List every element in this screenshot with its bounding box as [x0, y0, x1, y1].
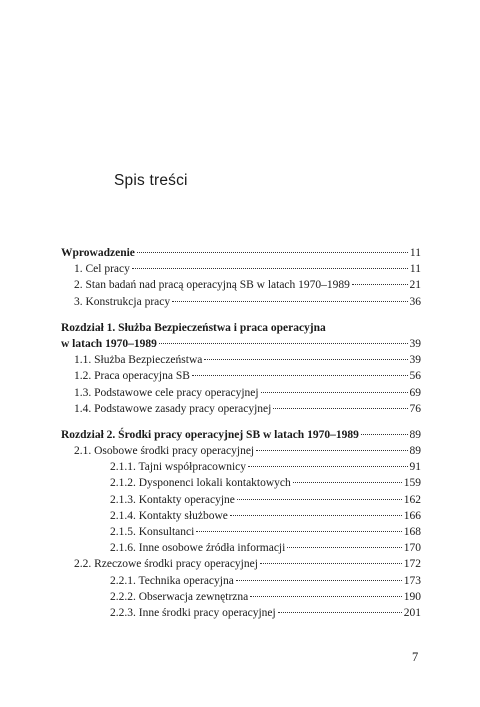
- toc-entry-label: 1.2. Praca operacyjna SB: [74, 370, 190, 383]
- toc-entry-label: Rozdział 2. Środki pracy operacyjnej SB w latach 1970–1989: [61, 428, 359, 441]
- leader-dots: [278, 611, 402, 613]
- leader-dots: [261, 391, 408, 393]
- section-gap: [61, 417, 421, 427]
- toc-entry-page: 69: [409, 386, 421, 399]
- toc-entry[interactable]: [61, 508, 421, 524]
- leader-dots: [137, 251, 408, 253]
- leader-dots: [237, 498, 402, 500]
- toc-entry-label: 2.1.1. Tajni współpracownicy: [110, 461, 247, 474]
- toc-entry-page: 89: [409, 428, 421, 441]
- toc-entry[interactable]: [61, 475, 421, 491]
- toc-entry[interactable]: [61, 459, 421, 475]
- toc-entry[interactable]: [61, 492, 421, 508]
- leader-dots: [204, 358, 407, 360]
- toc-entry-page: 166: [403, 509, 421, 522]
- leader-dots: [132, 267, 408, 269]
- toc-entry-page: 173: [403, 574, 421, 587]
- toc-entry[interactable]: [61, 524, 421, 540]
- toc-entry-label: 2. Stan badań nad pracą operacyjną SB w latach 1970–1989: [74, 279, 350, 292]
- toc-entry-page: 162: [403, 493, 421, 506]
- toc-entry-label: 1.3. Podstawowe cele pracy operacyjnej: [74, 386, 259, 399]
- toc-entry-page: 201: [403, 606, 421, 619]
- toc-entry[interactable]: [61, 556, 421, 572]
- toc-entry-label: 2.1. Osobowe środki pracy operacyjnej: [74, 445, 255, 458]
- leader-dots: [287, 546, 401, 548]
- leader-dots: [192, 374, 408, 376]
- toc-entry-label: 1.1. Służba Bezpieczeństwa: [74, 354, 203, 367]
- toc-entry-page: 91: [409, 461, 421, 474]
- leader-dots: [196, 530, 401, 532]
- toc-entry[interactable]: [61, 605, 421, 621]
- leader-dots: [352, 283, 408, 285]
- toc-entry-page: 76: [409, 402, 421, 415]
- toc-entry-page: 39: [409, 337, 421, 350]
- toc-entry-page: 170: [403, 542, 421, 555]
- page-title: Spis treści: [114, 172, 188, 189]
- toc-entry-introduction[interactable]: [61, 245, 421, 261]
- leader-dots: [248, 465, 407, 467]
- leader-dots: [159, 342, 408, 344]
- toc-entry-label: Wprowadzenie: [61, 247, 135, 259]
- toc-entry[interactable]: [61, 294, 421, 310]
- toc-entry-page: 172: [403, 558, 421, 571]
- toc-entry-label: 2.1.6. Inne osobowe źródła informacji: [110, 542, 286, 555]
- toc-entry-page: 159: [403, 477, 421, 490]
- toc-entry[interactable]: [61, 443, 421, 459]
- table-of-contents: [61, 245, 421, 621]
- toc-entry[interactable]: [61, 589, 421, 605]
- toc-entry[interactable]: [61, 261, 421, 277]
- toc-entry[interactable]: [61, 385, 421, 401]
- toc-entry-label: 2.1.5. Konsultanci: [110, 526, 195, 538]
- toc-entry-label: 2.2.2. Obserwacja zewnętrzna: [110, 590, 249, 603]
- leader-dots: [172, 300, 407, 302]
- toc-entry-chapter-2[interactable]: [61, 427, 421, 443]
- toc-entry-page: 89: [409, 445, 421, 458]
- toc-entry-page: 11: [409, 263, 421, 276]
- toc-entry-page: 168: [403, 526, 421, 538]
- leader-dots: [293, 481, 402, 483]
- toc-entry[interactable]: [61, 540, 421, 556]
- leader-dots: [273, 407, 407, 409]
- toc-entry-label: 3. Konstrukcja pracy: [74, 295, 171, 308]
- toc-entry-label: 2.1.3. Kontakty operacyjne: [110, 493, 235, 506]
- section-gap: [61, 310, 421, 320]
- toc-entry-label: 1. Cel pracy: [74, 263, 130, 276]
- toc-chapter-title-line1[interactable]: Rozdział 1. Służba Bezpieczeństwa i praca operacyjna: [61, 321, 326, 334]
- toc-entry-page: 36: [409, 295, 421, 308]
- toc-entry[interactable]: [61, 352, 421, 368]
- toc-entry-label: 2.1.4. Kontakty służbowe: [110, 509, 228, 522]
- leader-dots: [256, 449, 407, 451]
- toc-entry-label: 1.4. Podstawowe zasady pracy operacyjnej: [74, 402, 272, 415]
- page-number: 7: [412, 650, 419, 664]
- toc-entry-page: 11: [409, 247, 421, 259]
- toc-entry[interactable]: [61, 573, 421, 589]
- toc-entry[interactable]: [61, 277, 421, 293]
- toc-entry-page: 190: [403, 590, 421, 603]
- leader-dots: [230, 514, 402, 516]
- toc-entry-chapter-1[interactable]: [61, 336, 421, 352]
- toc-entry-label: 2.2.1. Technika operacyjna: [110, 574, 234, 587]
- toc-entry-label: 2.1.2. Dysponenci lokali kontaktowych: [110, 477, 291, 490]
- toc-entry-page: 21: [409, 279, 421, 292]
- toc-entry-label: 2.2. Rzeczowe środki pracy operacyjnej: [74, 558, 258, 571]
- toc-entry-label: w latach 1970–1989: [61, 337, 157, 350]
- toc-entry[interactable]: [61, 368, 421, 384]
- leader-dots: [361, 433, 408, 435]
- leader-dots: [250, 595, 401, 597]
- toc-entry-label: 2.2.3. Inne środki pracy operacyjnej: [110, 606, 276, 619]
- leader-dots: [260, 562, 402, 564]
- toc-entry-page: 56: [409, 370, 421, 383]
- toc-entry-page: 39: [409, 354, 421, 367]
- leader-dots: [236, 579, 402, 581]
- toc-entry[interactable]: [61, 401, 421, 417]
